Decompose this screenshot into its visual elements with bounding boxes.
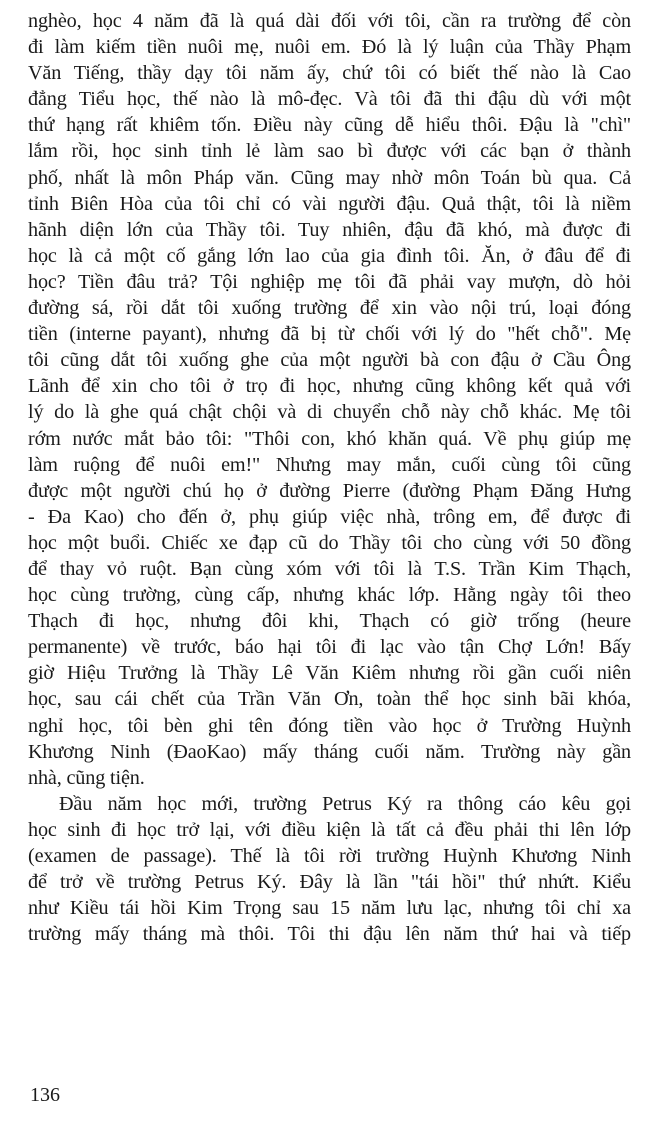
text-line: để thay vỏ ruột. Bạn cùng xóm với tôi là T.S. Trần Kim Thạch, (28, 557, 631, 580)
text-line: hãnh diện lớn của Thầy tôi. Tuy nhiên, đậu đã khó, mà được đi (28, 218, 631, 241)
text-line: giờ Hiệu Trưởng là Thầy Lê Văn Kiêm nhưng rồi gần cuối niên (28, 662, 631, 685)
text-line: học sinh đi học trở lại, với điều kiện là tất cả đều phải thi lên lớp (28, 818, 631, 841)
text-line: học cùng trường, cùng cấp, nhưng khác lớp. Hằng ngày tôi theo (28, 584, 631, 607)
text-line: Thạch đi học, nhưng đôi khi, Thạch có giờ trống (heure (28, 610, 631, 633)
text-line: được một người chú họ ở đường Pierre (đường Phạm Đăng Hưng (28, 479, 631, 502)
text-line: đẳng Tiểu học, thế nào là mô-đẹc. Và tôi đã thi đậu dù với một (28, 88, 631, 111)
text-line: tôi cũng dắt tôi xuống ghe của một người bà con đậu ở Cầu Ông (28, 349, 631, 372)
text-line: lý do là ghe quá chật chội và di chuyển chỗ này chỗ khác. Mẹ tôi (28, 401, 631, 424)
text-line: permanente) về trước, báo hại tôi đi lạc vào tận Chợ Lớn! Bấy (28, 636, 631, 659)
text-line: (examen de passage). Thế là tôi rời trường Huỳnh Khương Ninh (28, 845, 631, 867)
text-line: học một buổi. Chiếc xe đạp cũ do Thầy tôi cho cùng với 50 đồng (28, 531, 631, 554)
text-line: rớm nước mắt bảo tôi: "Thôi con, khó khăn quá. Về phụ giúp mẹ (28, 427, 631, 450)
text-line: Văn Tiếng, thầy dạy tôi năm ấy, chứ tôi có biết thế nào là Cao (28, 62, 631, 85)
text-line: làm ruộng để nuôi em!" Nhưng may mắn, cuối cùng tôi cũng (28, 453, 631, 476)
text-line: lắm rồi, học sinh tỉnh lẻ làm sao bì được với các bạn ở thành (28, 140, 631, 163)
text-line: nghèo, học 4 năm đã là quá dài đối với tôi, cần ra trường để còn (28, 10, 631, 32)
text-line: tỉnh Biên Hòa của tôi chỉ có vài người đậu. Quả thật, tôi là niềm (28, 192, 631, 215)
text-line: - Đa Kao) cho đến ở, phụ giúp việc nhà, trông em, để được đi (28, 505, 631, 528)
text-line: phố, nhất là môn Pháp văn. Cũng may nhờ môn Toán bù qua. Cả (28, 166, 631, 189)
text-line: để trở về trường Petrus Ký. Đây là lần "tái hồi" thứ nhứt. Kiểu (28, 871, 631, 894)
text-line: Lãnh để xin cho tôi ở trọ đi học, nhưng cũng không kết quả với (28, 375, 631, 398)
text-line: Khương Ninh (ĐaoKao) mấy tháng cuối năm. Trường này gần (28, 740, 631, 763)
paragraph-2 (28, 791, 631, 948)
paragraph-1 (28, 8, 631, 791)
text-line: Đầu năm học mới, trường Petrus Ký ra thông cáo kêu gọi (59, 792, 631, 815)
page-number: 136 (30, 1084, 60, 1106)
text-line: nghỉ học, tôi bèn ghi tên đóng tiền vào học ở Trường Huỳnh (28, 714, 631, 737)
text-line: trường mấy tháng mà thôi. Tôi thi đậu lên năm thứ hai và tiếp (28, 923, 631, 946)
text-line: tiền (interne payant), nhưng đã bị từ chối với lý do "hết chỗ". Mẹ (28, 323, 631, 346)
text-line: đường sá, rồi dắt tôi xuống trường để xin vào nội trú, loại đóng (28, 297, 631, 320)
text-line: đi làm kiếm tiền nuôi mẹ, nuôi em. Đó là lý luận của Thầy Phạm (28, 36, 631, 59)
text-line: thứ hạng rất khiêm tốn. Điều này cũng dễ hiểu thôi. Đậu là "chì" (28, 114, 631, 137)
text-line: học? Tiền đâu trả? Tội nghiệp mẹ tôi đã phải vay mượn, dò hỏi (28, 270, 631, 293)
text-line: học là cả một cố gắng lớn lao của gia đình tôi. Ăn, ở đâu để đi (28, 244, 631, 267)
text-line: học, sau cái chết của Trần Văn Ơn, toàn thể học sinh bãi khóa, (28, 688, 631, 711)
text-line: như Kiều tái hồi Kim Trọng sau 15 năm lưu lạc, nhưng tôi chỉ xa (28, 897, 631, 920)
text-line: nhà, cũng tiện. (28, 766, 145, 789)
page-body (28, 8, 631, 947)
